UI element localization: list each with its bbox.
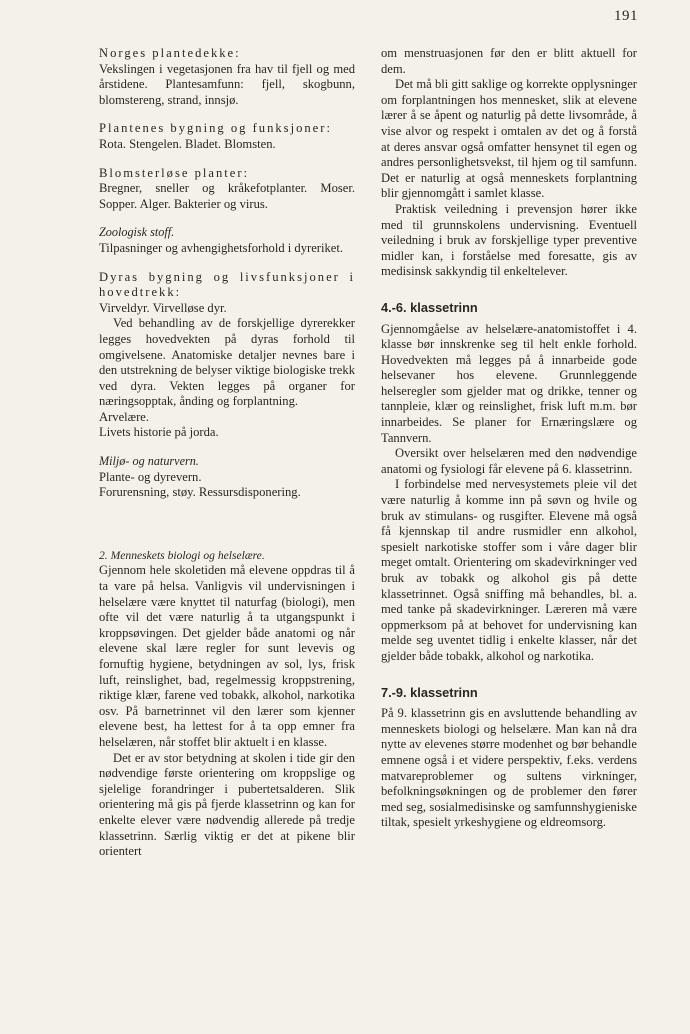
grade-heading: 4.-6. klassetrinn bbox=[381, 299, 478, 315]
section-flowerless-plants bbox=[99, 166, 355, 213]
paragraph: På 9. klassetrinn gis en avsluttende behandling av menneskets biologi og helselære. Man kan nå dra nytte av elevenes større modenhet og bør behandle emnene også i et videre perspektiv, f.eks. verdens matvareproblemer og sultens virkninger, befolkningsøkningen og de problemer den fører med seg, sosialmedisinske og samfunnshygieniske tiltak, spesielt yrkeshygiene og eldreomsorg. bbox=[381, 706, 637, 830]
paragraph: Oversikt over helselæren med den nødvendige anatomi og fysiologi får elevene på 6. klassetrinn. bbox=[381, 446, 637, 476]
section-heading: Dyras bygning og livsfunksjoner i hovedtrekk: bbox=[99, 269, 355, 300]
section-heading: Blomsterløse planter: bbox=[99, 165, 250, 180]
section-heading: Zoologisk stoff. bbox=[99, 225, 175, 240]
section-environment bbox=[99, 454, 355, 501]
section-zoology bbox=[99, 225, 355, 256]
paragraph: Vekslingen i vegetasjonen fra hav til fjell og med årstidene. Plantesamfunn: fjell, skogbunn, blomstereng, strand, innsjø. bbox=[99, 61, 355, 107]
section-plant-structure bbox=[99, 121, 355, 152]
paragraph: om menstruasjonen før den er blitt aktuell for dem. bbox=[381, 46, 637, 76]
paragraph: Tilpasninger og avhengighetsforhold i dyreriket. bbox=[99, 240, 344, 255]
paragraph: Gjennom hele skoletiden må elevene oppdras til å ta vare på helsa. Vanligvis vil undervisningen i helselære være knyttet til naturfag (biologi), men ofte vil det være naturlig å ta utgangspunkt i kroppsøvingen. Det gjelder både anatomi og når elevene skal lære regler for sunt levevis og fornuftig hygiene, betydningen av sol, lys, frisk luft, reinslighet, bad, regelmessig kroppstrening, riktige klær, farene ved tobakk, alkohol, narkotika osv. På barnetrinnet vil den lærer som kjenner elevene best, ha lettest for å ta opp emner fra helselæren, når stoffet blir aktuelt i en klasse. bbox=[99, 563, 355, 749]
page-number: 191 bbox=[614, 8, 638, 24]
left-column bbox=[99, 46, 355, 873]
text-line: Plante- og dyrevern. bbox=[99, 469, 202, 484]
paragraph: I forbindelse med nervesystemets pleie vil det være naturlig å komme inn på søvn og hvile og bruk av stimulans- og rusgifter. Elevene må også få kjennskap til andre rusmidler enn alkohol, spesielt narkotiske stoffer som i våre dager blir meget omtalt. Orientering om skadevirkninger ved bruk av tobakk og alkohol gis på dette klassetrinnet. Også sniffing må behandles, bl. a. med tanke på skadevirkninger. Læreren må være oppmerksom på at behovet for undervisning kan melde seg uventet tidlig i enkelte klasser, når det gjelder både tobakk, alkohol og narkotika. bbox=[381, 477, 637, 663]
paragraph: Gjennomgåelse av helselære-anatomistoffet i 4. klasse bør innskrenke seg til helt enkle forhold. Hovedvekten må legges på å innarbeide gode helsevaner hos elevene. Grunnleggende helseregler som gjelder mat og drikke, tenner og tannpleie, klær og reinslighet, frisk luft m.m. bør innarbeides. Se planer for Ernæringslære og Tannvern. bbox=[381, 321, 637, 445]
text-line: Arvelære. bbox=[99, 409, 150, 424]
right-column bbox=[381, 46, 637, 831]
paragraph: Det er av stor betydning at skolen i tide gir den nødvendige første orientering om kroppslige og sjelelige forandringer i pubertetsalderen. Slik orientering må gis på fjerde klassetrinn og kan for enkelte elever være nødvendig allerede på tredje klassetrinn. Særlig viktig er det at pikene blir orientert bbox=[99, 750, 355, 859]
section-human-biology bbox=[99, 548, 355, 860]
grade-heading: 7.-9. klassetrinn bbox=[381, 684, 478, 700]
paragraph: Bregner, sneller og kråkefotplanter. Moser. Sopper. Alger. Bakterier og virus. bbox=[99, 181, 355, 211]
section-heading: Miljø- og naturvern. bbox=[99, 454, 199, 469]
section-heading: Norges plantedekke: bbox=[99, 46, 241, 60]
text-line: Virveldyr. Virvelløse dyr. bbox=[99, 300, 227, 315]
paragraph: Praktisk veiledning i prevensjon hører ikke med til grunnskolens undervisning. Eventuell veiledning i bruk av forskjellige typer preventive midler kan, i forståelse med foresatte, gis av medisinsk sakkyndig til enkeltelever. bbox=[381, 201, 637, 279]
section-heading: Plantenes bygning og funksjoner: bbox=[99, 121, 332, 136]
paragraph: Det må bli gitt saklige og korrekte opplysninger om forplantningen hos mennesket, slik at elevene lærer å se åpent og naturlig på dette livsområde, å vise alvor og respekt i omtalen av det og å forstå at deres ansvar også omfatter hensynet til egen og andres personlighetsvekst, til hjem og til samfunn. Det er naturlig at også menneskets forplantning blir gjennomgått i samlet klasse. bbox=[381, 77, 637, 201]
section-heading: 2. Menneskets biologi og helselære. bbox=[99, 548, 265, 562]
text-line: Livets historie på jorda. bbox=[99, 425, 219, 440]
text-line: Forurensning, støy. Ressursdisponering. bbox=[99, 485, 301, 500]
section-animal-structure bbox=[99, 270, 355, 442]
section-plant-cover bbox=[99, 46, 355, 108]
paragraph: Ved behandling av de forskjellige dyrerekker legges hovedvekten på dyras forhold til omgivelsene. Anatomiske detaljer nevnes bare i den utstrekning de belyser viktige biologiske trekk ved dyra. Vekten legges på organer for næringsopptak, ånding og forplantning. bbox=[99, 316, 355, 409]
paragraph: Rota. Stengelen. Bladet. Blomsten. bbox=[99, 136, 276, 151]
